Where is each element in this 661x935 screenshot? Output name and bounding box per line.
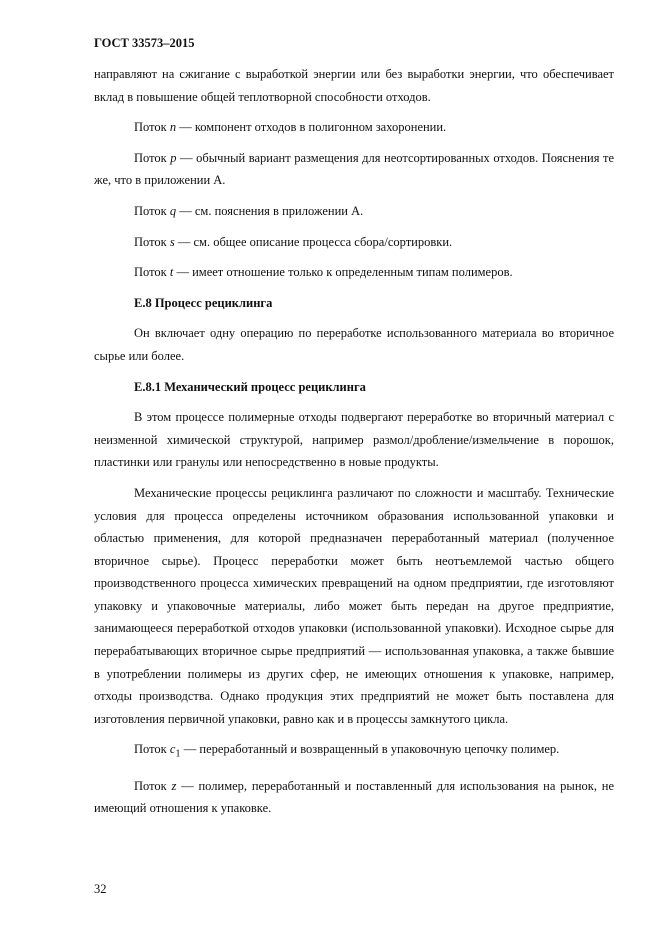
stream-text: — полимер, переработанный и поставленный для использования на рынок, не имеющий отношения к упаковке. bbox=[94, 778, 614, 816]
stream-text: — переработанный и возвращенный в упаковочную цепочку полимер. bbox=[180, 742, 560, 757]
stream-text: — см. общее описание процесса сбора/сортировки. bbox=[174, 234, 453, 249]
stream-variable: n bbox=[169, 120, 177, 135]
stream-variable: p bbox=[170, 150, 177, 165]
stream-variable: c bbox=[169, 742, 176, 757]
document-body bbox=[94, 63, 614, 828]
stream-prefix: Поток bbox=[134, 742, 170, 757]
paragraph: направляют на сжигание с выработкой энергии или без выработки энергии, что обеспечивает вклад в повышение общей теплотворной способности отходов. bbox=[94, 67, 614, 104]
section-heading-e8: Е.8 Процесс рециклинга bbox=[134, 295, 273, 310]
paragraph: Он включает одну операцию по переработке использованного материала во вторичное сырье или более. bbox=[94, 326, 614, 363]
stream-variable: q bbox=[169, 203, 177, 218]
stream-prefix: Поток bbox=[134, 778, 172, 793]
document-header: ГОСТ 33573–2015 bbox=[94, 36, 195, 50]
stream-prefix: Поток bbox=[134, 150, 171, 165]
paragraph: В этом процессе полимерные отходы подвергают переработке во вторичный материал с неизменной химической структурой, например размол/дробление/измельчение в порошок, пластинки или гранулы или непосредственно в новые продукты. bbox=[94, 410, 614, 470]
stream-text: — обычный вариант размещения для неотсортированных отходов. Пояснения те же, что в приложении А. bbox=[94, 150, 615, 188]
paragraph-stream-p bbox=[94, 147, 614, 192]
stream-prefix: Поток bbox=[134, 120, 170, 135]
paragraph-stream-s bbox=[94, 231, 614, 254]
stream-prefix: Поток bbox=[134, 203, 170, 218]
paragraph-stream-c1 bbox=[94, 738, 614, 766]
page-number: 32 bbox=[94, 882, 107, 896]
stream-variable: z bbox=[171, 778, 177, 793]
stream-text: — имеет отношение только к определенным типам полимеров. bbox=[173, 265, 513, 280]
stream-text: — см. пояснения в приложении А. bbox=[176, 203, 364, 218]
paragraph-stream-n bbox=[94, 116, 614, 139]
stream-variable: t bbox=[169, 265, 174, 280]
paragraph-stream-q bbox=[94, 200, 614, 223]
stream-prefix: Поток bbox=[134, 234, 170, 249]
paragraph-stream-z bbox=[94, 775, 614, 820]
paragraph-stream-t bbox=[94, 261, 614, 284]
stream-text: — компонент отходов в полигонном захоронении. bbox=[176, 120, 447, 135]
stream-variable: s bbox=[169, 234, 175, 249]
section-heading-e8-1: Е.8.1 Механический процесс рециклинга bbox=[134, 379, 366, 394]
paragraph: Механические процессы рециклинга различают по сложности и масштабу. Технические условия для процесса определены источником образования использованной упаковки и областью применения, для которой предназначен переработанный материал (полученное вторичное сырье). Процесс переработки может быть неотъемлемой частью общего производственного процесса химических превращений на одном предприятии, где изготовляют упаковку и упаковочные материалы, либо может быть передан на другое предприятие, занимающееся переработкой отходов упаковки (использованной упаковки). Исходное сырье для перерабатывающих вторичное сырье предприятий — использованная упаковка, а также бывшие в употреблении полимеры из других сфер, не имеющих отношения к упаковке, например, отходы производства. Однако продукция этих предприятий не может быть поставлена для изготовления первичной упаковки, равно как и в процессы замкнутого цикла. bbox=[94, 485, 614, 726]
stream-prefix: Поток bbox=[134, 265, 170, 280]
stream-variable-subscript: 1 bbox=[175, 748, 181, 760]
